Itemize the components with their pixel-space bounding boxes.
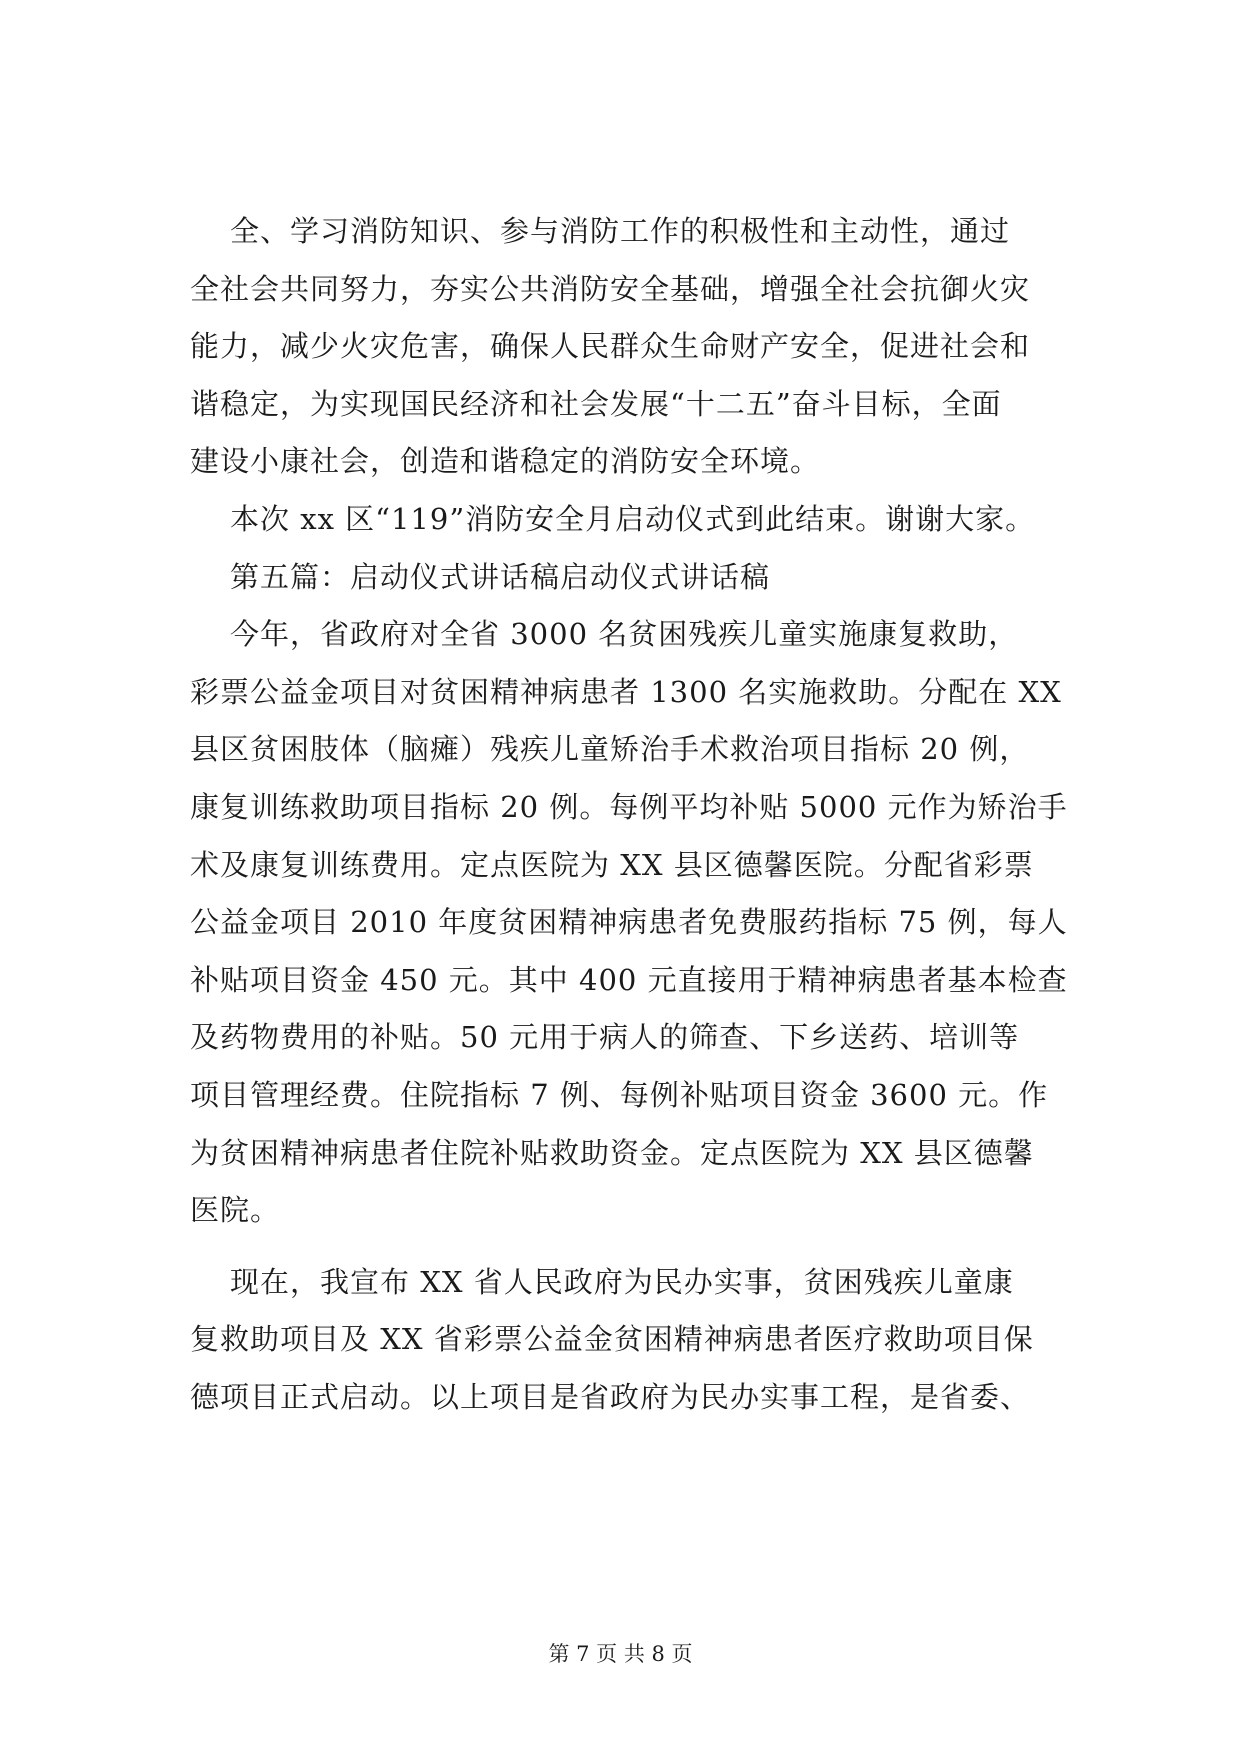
text-line: 复救助项目及 XX 省彩票公益金贫困精神病患者医疗救助项目保 xyxy=(190,1322,1034,1357)
text-line: 全、学习消防知识、参与消防工作的积极性和主动性，通过 xyxy=(230,214,1011,248)
text-line: 建设小康社会，创造和谐稳定的消防安全环境。 xyxy=(190,444,821,479)
text-line: 县区贫困肢体（脑瘫）残疾儿童矫治手术救治项目指标 20 例， xyxy=(190,732,1030,767)
text-line: 彩票公益金项目对贫困精神病患者 1300 名实施救助。分配在 XX xyxy=(190,674,1062,709)
text-line: 康复训练救助项目指标 20 例。每例平均补贴 5000 元作为矫治手 xyxy=(190,789,1068,824)
text-line: 为贫困精神病患者住院补贴救助资金。定点医院为 XX 县区德馨 xyxy=(190,1135,1034,1170)
text-line: 今年，省政府对全省 3000 名贫困残疾儿童实施康复救助， xyxy=(230,617,1019,652)
text-line: 全社会共同努力，夯实公共消防安全基础，增强全社会抗御火灾 xyxy=(190,271,1031,306)
text-line: 项目管理经费。住院指标 7 例、每例补贴项目资金 3600 元。作 xyxy=(190,1077,1049,1112)
text-line: 公益金项目 2010 年度贫困精神病患者免费服药指标 75 例，每人 xyxy=(190,905,1068,940)
text-line: 谐稳定，为实现国民经济和社会发展“十二五”奋斗目标，全面 xyxy=(190,386,1002,421)
text-line: 能力，减少火灾危害，确保人民群众生命财产安全，促进社会和 xyxy=(190,329,1031,364)
text-line: 补贴项目资金 450 元。其中 400 元直接用于精神病患者基本检查 xyxy=(190,962,1068,997)
text-line: 医院。 xyxy=(190,1193,281,1228)
document-body xyxy=(190,203,1090,1426)
text-line: 本次 xx 区“119”消防安全月启动仪式到此结束。谢谢大家。 xyxy=(230,501,1036,536)
text-line: 德项目正式启动。以上项目是省政府为民办实事工程，是省委、 xyxy=(190,1379,1031,1414)
text-line: 及药物费用的补贴。50 元用于病人的筛查、下乡送药、培训等 xyxy=(190,1020,1020,1055)
text-line: 术及康复训练费用。定点医院为 XX 县区德馨医院。分配省彩票 xyxy=(190,847,1034,882)
page-number-footer: 第 7 页 共 8 页 xyxy=(548,1642,693,1666)
text-line: 现在，我宣布 XX 省人民政府为民办实事，贫困残疾儿童康 xyxy=(230,1264,1014,1299)
section-heading: 第五篇：启动仪式讲话稿启动仪式讲话稿 xyxy=(230,559,771,594)
